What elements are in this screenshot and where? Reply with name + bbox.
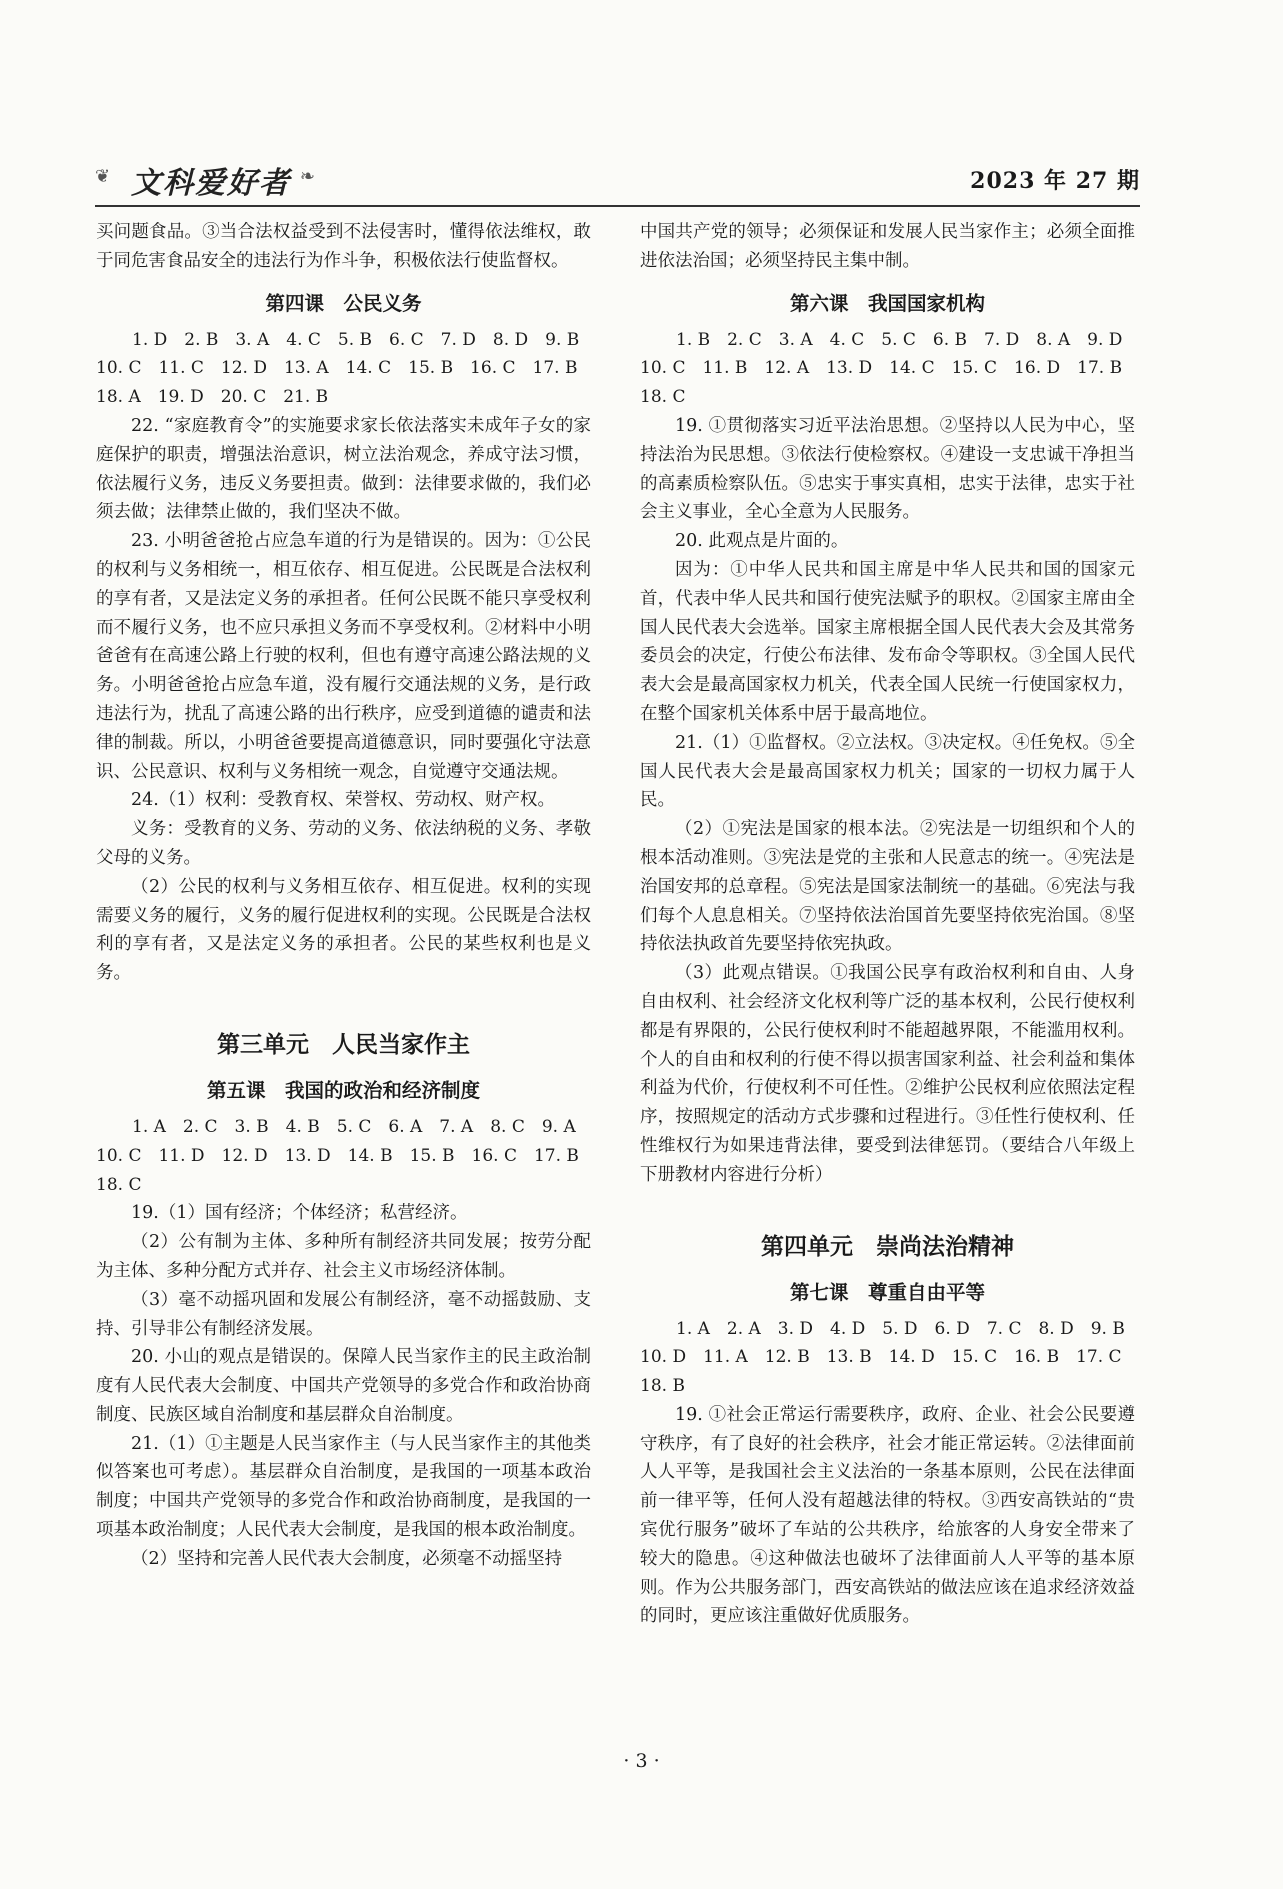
answer-paragraph: 19. ①贯彻落实习近平法治思想。②坚持以人民为中心，坚持法治为民思想。③依法行使检察权。④建设一支忠诚干净担当的高素质检察队伍。⑤忠实于事实真相，忠实于法律，忠实于社会主义事业，全心全意为人民服务。 bbox=[640, 415, 1135, 523]
answer-paragraph: （3）此观点错误。①我国公民享有政治权利和自由、人身自由权利、社会经济文化权利等广泛的基本权利，公民行使权利都是有界限的，公民行使权利时不能超越界限，不能滥用权利。个人的自由和权利的行使不得以损害国家利益、社会利益和集体利益为代价，行使权利不可任性。②维护公民权利应依照法定程序，按照规定的活动方式步骤和过程进行。③任性行使权利、任性维权行为如果违背法律，要受到法律惩罚。（要结合八年级上下册教材内容进行分析） bbox=[640, 963, 1135, 1185]
paragraph: 买问题食品。③当合法权益受到不法侵害时，懂得依法维权，敢于同危害食品安全的违法行为作斗争，积极依法行使监督权。 bbox=[96, 222, 591, 271]
leaf-ornament-icon: ❦ bbox=[95, 166, 113, 187]
answer-row: 10. C 11. B 12. A 13. D 14. C 15. C 16. D 17. B bbox=[640, 358, 1123, 379]
answer-row: 10. C 11. C 12. D 13. A 14. C 15. B 16. C 17. B bbox=[96, 358, 578, 379]
answer-paragraph: 21.（1）①主题是人民当家作主（与人民当家作主的其他类似答案也可考虑）。基层群众自治制度，是我国的一项基本政治制度；中国共产党领导的多党合作和政治协商制度，是我国的一项基本政治制度；人民代表大会制度，是我国的根本政治制度。 bbox=[96, 1433, 591, 1541]
lesson-title: 第五课 我国的政治和经济制度 bbox=[206, 1078, 480, 1102]
unit-title: 第三单元 人民当家作主 bbox=[217, 1031, 470, 1058]
answer-paragraph: 因为：①中华人民共和国主席是中华人民共和国的国家元首，代表中华人民共和国行使宪法赋予的职权。②国家主席由全国人民代表大会选举。国家主席根据全国人民代表大会及其常务委员会的决定，行使公布法律、发布命令等职权。③全国人民代表大会是最高国家权力机关，代表全国人民统一行使国家权力，在整个国家机关体系中居于最高地位。 bbox=[640, 559, 1135, 724]
answer-row: 18. B bbox=[640, 1376, 685, 1397]
answer-paragraph: 22. “家庭教育令”的实施要求家长依法落实未成年子女的家庭保护的职责，增强法治意识，树立法治观念，养成守法习惯，依法履行义务，违反义务要担责。做到：法律要求做的，我们必须去做；法律禁止做的，我们坚决不做。 bbox=[96, 415, 591, 523]
page-header bbox=[95, 158, 1140, 202]
right-column bbox=[640, 218, 1135, 1631]
answer-row: 1. A 2. A 3. D 4. D 5. D 6. D 7. C 8. D 9. B bbox=[676, 1318, 1125, 1339]
answer-paragraph: （2）①宪法是国家的根本法。②宪法是一切组织和个人的根本活动准则。③宪法是党的主张和人民意志的统一。④宪法是治国安邦的总章程。⑤宪法是国家法制统一的基础。⑥宪法与我们每个人息息相关。⑦坚持依法治国首先要坚持依宪治国。⑧坚持依法执政首先要坚持依宪执政。 bbox=[640, 819, 1135, 955]
answer-paragraph: 24.（1）权利：受教育权、荣誉权、劳动权、财产权。 bbox=[131, 790, 555, 811]
answer-row: 18. C bbox=[640, 387, 686, 408]
answer-paragraph: 23. 小明爸爸抢占应急车道的行为是错误的。因为：①公民的权利与义务相统一，相互依存、相互促进。公民既是合法权利的享有者，又是法定义务的承担者。任何公民既不能只享受权利而不履行义务，也不应只承担义务而不享受权利。②材料中小明爸爸有在高速公路上行驶的权利，但也有遵守高速公路法规的义务。小明爸爸抢占应急车道，没有履行交通法规的义务，是行政违法行为，扰乱了高速公路的出行秩序，应受到道德的谴责和法律的制裁。所以，小明爸爸要提高道德意识，同时要强化守法意识、公民意识、权利与义务相统一观念，自觉遵守交通法规。 bbox=[96, 531, 591, 782]
answer-paragraph: 19. ①社会正常运行需要秩序，政府、企业、社会公民要遵守秩序，有了良好的社会秩序，社会才能正常运转。②法律面前人人平等，是我国社会主义法治的一条基本原则，公民在法律面前一律平等，任何人没有超越法律的特权。③西安高铁站的“贵宾优行服务”破坏了车站的公共秩序，给旅客的人身安全带来了较大的隐患。④这种做法也破坏了法律面前人人平等的基本原则。作为公共服务部门，西安高铁站的做法应该在追求经济效益的同时，更应该注重做好优质服务。 bbox=[640, 1404, 1135, 1627]
logo-text: 文科爱好者 bbox=[131, 166, 291, 201]
answer-paragraph: （2）公民的权利与义务相互依存、相互促进。权利的实现需要义务的履行，义务的履行促进权利的实现。公民既是合法权利的享有者，又是法定义务的承担者。公民的某些权利也是义务。 bbox=[96, 876, 591, 984]
answer-row: 10. D 11. A 12. B 13. B 14. D 15. C 16. B 17. C bbox=[640, 1347, 1122, 1368]
answer-paragraph: 20. 小山的观点是错误的。保障人民当家作主的民主政治制度有人民代表大会制度、中国共产党领导的多党合作和政治协商制度、民族区域自治制度和基层群众自治制度。 bbox=[96, 1347, 591, 1425]
answer-row: 18. A 19. D 20. C 21. B bbox=[96, 387, 329, 408]
answer-row: 1. D 2. B 3. A 4. C 5. B 6. C 7. D 8. D 9. B bbox=[132, 329, 580, 350]
leaf-ornament-icon: ❧ bbox=[299, 166, 317, 187]
page-number: · 3 · bbox=[623, 1750, 660, 1772]
answer-paragraph: 19.（1）国有经济；个体经济；私营经济。 bbox=[131, 1203, 468, 1224]
answer-row: 10. C 11. D 12. D 13. D 14. B 15. B 16. C 17. B bbox=[96, 1145, 579, 1166]
answer-paragraph: 21.（1）①监督权。②立法权。③决定权。④任免权。⑤全国人民代表大会是最高国家权力机关；国家的一切权力属于人民。 bbox=[640, 732, 1135, 811]
answer-paragraph: 20. 此观点是片面的。 bbox=[675, 531, 849, 552]
answer-row: 1. B 2. C 3. A 4. C 5. C 6. B 7. D 8. A 9. D bbox=[676, 329, 1123, 350]
issue-label: 2023 年 27 期 bbox=[970, 168, 1140, 194]
unit-title: 第四单元 崇尚法治精神 bbox=[761, 1233, 1014, 1260]
magazine-logo bbox=[95, 158, 317, 202]
answer-paragraph: （2）公有制为主体、多种所有制经济共同发展；按劳分配为主体、多种分配方式并存、社会主义市场经济体制。 bbox=[96, 1232, 591, 1281]
lesson-title: 第七课 尊重自由平等 bbox=[789, 1280, 985, 1304]
answer-paragraph: （2）坚持和完善人民代表大会制度，必须毫不动摇坚持 bbox=[131, 1548, 563, 1569]
paragraph: 中国共产党的领导；必须保证和发展人民当家作主；必须全面推进依法治国；必须坚持民主集中制。 bbox=[640, 222, 1135, 271]
header-divider bbox=[95, 205, 1140, 207]
answer-row: 18. C bbox=[96, 1174, 142, 1195]
answer-paragraph: （3）毫不动摇巩固和发展公有制经济，毫不动摇鼓励、支持、引导非公有制经济发展。 bbox=[96, 1289, 591, 1339]
answer-paragraph: 义务：受教育的义务、劳动的义务、依法纳税的义务、孝敬父母的义务。 bbox=[96, 819, 591, 868]
answer-row: 1. A 2. C 3. B 4. B 5. C 6. A 7. A 8. C 9. A bbox=[132, 1116, 576, 1137]
lesson-title: 第六课 我国国家机构 bbox=[789, 291, 985, 315]
lesson-title: 第四课 公民义务 bbox=[265, 291, 422, 315]
left-column bbox=[96, 218, 591, 1574]
